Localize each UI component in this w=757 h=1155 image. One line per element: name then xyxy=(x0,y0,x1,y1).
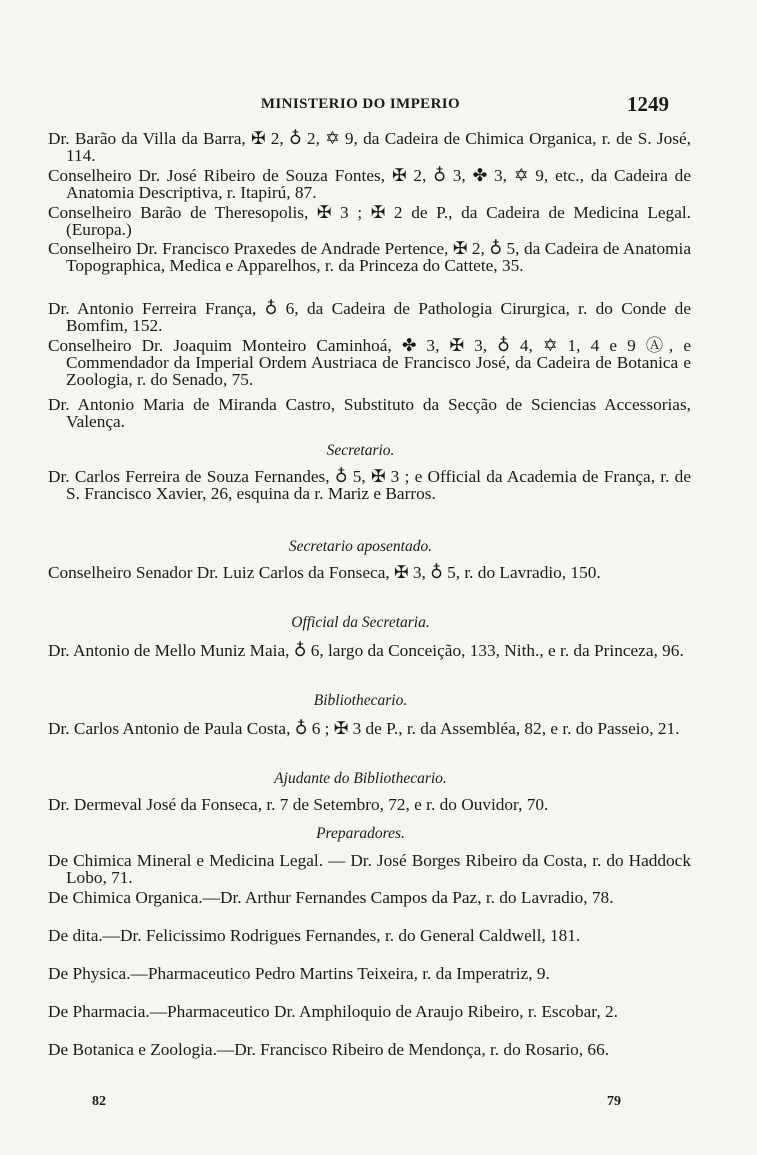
entry: Dr. Antonio Maria de Miranda Castro, Substituto da Secção de Sciencias Accessorias, Valença. xyxy=(48,395,691,432)
section-heading: Official da Secretaria. xyxy=(291,614,430,631)
section-heading: Preparadores. xyxy=(316,825,405,842)
section-heading: Secretario aposentado. xyxy=(288,538,433,555)
entry: Dr. Carlos Ferreira de Souza Fernandes, ♁ 5, ✠ 3 ; e Official da Academia de França, r. de S. Francisco Xavier, 26, esquina da r. Mariz e Barros. xyxy=(48,467,691,504)
section-heading: Ajudante do Bibliothecario. xyxy=(274,770,447,787)
section-heading: Secretario. xyxy=(326,442,395,459)
page-number: 1249 xyxy=(627,92,669,116)
entry: De Pharmacia.—Pharmaceutico Dr. Amphiloquio de Araujo Ribeiro, r. Escobar, 2. xyxy=(48,1002,618,1021)
entry: Dr. Dermeval José da Fonseca, r. 7 de Setembro, 72, e r. do Ouvidor, 70. xyxy=(48,795,549,814)
running-header xyxy=(48,92,673,116)
entry: Conselheiro Senador Dr. Luiz Carlos da Fonseca, ✠ 3, ♁ 5, r. do Lavradio, 150. xyxy=(48,563,601,582)
entry: Conselheiro Dr. Francisco Praxedes de Andrade Pertence, ✠ 2, ♁ 5, da Cadeira de Anatomia Topographica, Medica e Apparelhos, r. da Princeza do Cattete, 35. xyxy=(48,239,691,276)
section-heading: Bibliothecario. xyxy=(313,692,408,709)
entry: De Chimica Mineral e Medicina Legal. — Dr. José Borges Ribeiro da Costa, r. do Haddock Lobo, 71. xyxy=(48,851,691,888)
entry: De dita.—Dr. Felicissimo Rodrigues Fernandes, r. do General Caldwell, 181. xyxy=(48,926,581,945)
signature-mark-left: 82 xyxy=(92,1094,106,1109)
entry: De Chimica Organica.—Dr. Arthur Fernandes Campos da Paz, r. do Lavradio, 78. xyxy=(48,888,614,907)
entry: Dr. Antonio Ferreira França, ♁ 6, da Cadeira de Pathologia Cirurgica, r. do Conde de Bomfim, 152. xyxy=(48,299,691,336)
signature-mark-right: 79 xyxy=(607,1094,621,1109)
page-title: MINISTERIO DO IMPERIO xyxy=(260,96,461,112)
entry: Conselheiro Dr. José Ribeiro de Souza Fontes, ✠ 2, ♁ 3, ✤ 3, ✡ 9, etc., da Cadeira de Anatomia Descriptiva, r. Itapirú, 87. xyxy=(48,166,691,203)
entry: Conselheiro Dr. Joaquim Monteiro Caminhoá, ✤ 3, ✠ 3, ♁ 4, ✡ 1, 4 e 9 Ⓐ, e Commendador da Imperial Ordem Austriaca de Francisco José, da Cadeira de Botanica e Zoologia, r. do Senado, 75. xyxy=(48,336,691,390)
entry: De Physica.—Pharmaceutico Pedro Martins Teixeira, r. da Imperatriz, 9. xyxy=(48,964,550,983)
entry: Dr. Barão da Villa da Barra, ✠ 2, ♁ 2, ✡ 9, da Cadeira de Chimica Organica, r. de S. José, 114. xyxy=(48,129,691,166)
entry: Dr. Antonio de Mello Muniz Maia, ♁ 6, largo da Conceição, 133, Nith., e r. da Princeza, 96. xyxy=(48,641,684,660)
entry: Dr. Carlos Antonio de Paula Costa, ♁ 6 ; ✠ 3 de P., r. da Assembléa, 82, e r. do Passeio, 21. xyxy=(48,719,680,738)
entry: De Botanica e Zoologia.—Dr. Francisco Ribeiro de Mendonça, r. do Rosario, 66. xyxy=(48,1040,610,1059)
entry: Conselheiro Barão de Theresopolis, ✠ 3 ; ✠ 2 de P., da Cadeira de Medicina Legal. (Europa.) xyxy=(48,203,691,240)
